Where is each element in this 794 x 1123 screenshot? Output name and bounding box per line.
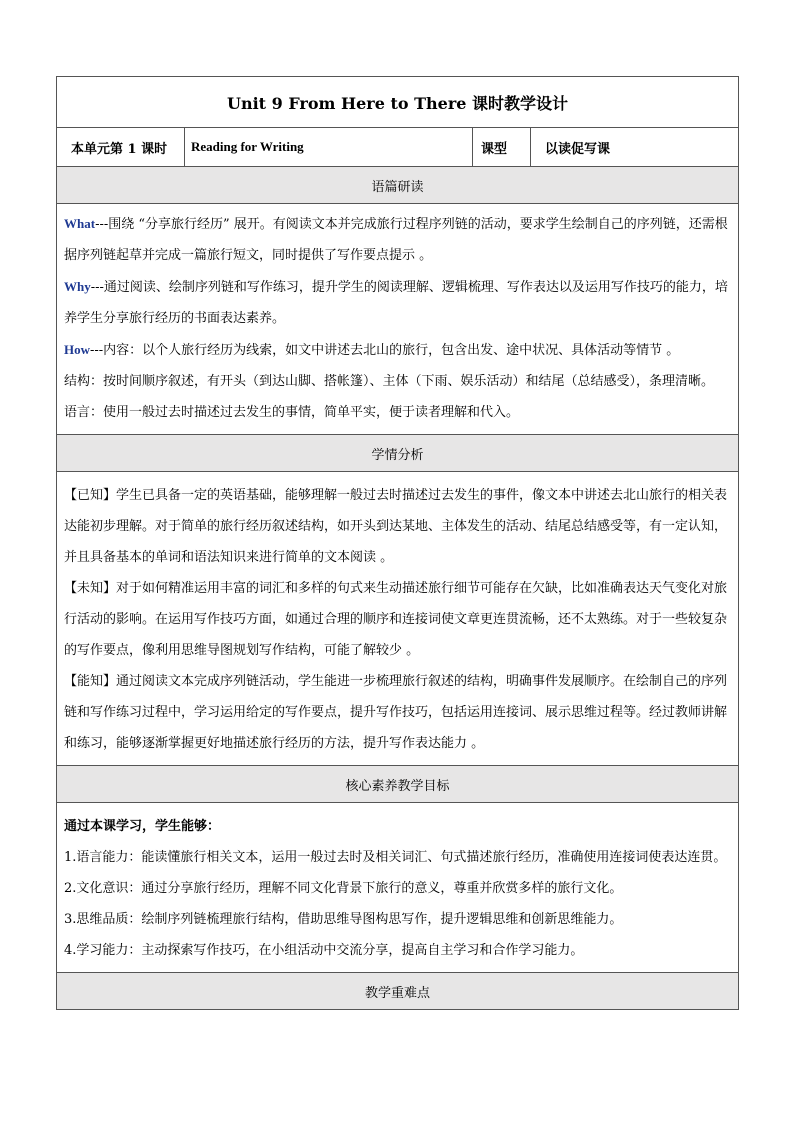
objective-item: 2.文化意识：通过分享旅行经历，理解不同文化背景下旅行的意义，尊重并欣赏多样的旅行文化。 [64,881,623,896]
learner-analysis-content [57,472,739,766]
objectives-intro: 通过本课学习，学生能够： [64,819,221,834]
text-study-content [57,204,739,435]
language-paragraph: 语言：使用一般过去时描述过去发生的事情，简单平实，便于读者理解和代入。 [64,405,520,420]
lesson-type-label: 课型 [473,128,531,167]
objective-item: 1.语言能力：能读懂旅行相关文本，运用一般过去时及相关词汇、句式描述旅行经历，准确使用连接词使表达连贯。 [64,850,727,865]
able-text: 通过阅读文本完成序列链活动，学生能进一步梳理旅行叙述的结构，明确事件发展顺序。在绘制自己的序列链和写作练习过程中，学习运用给定的写作要点，提升写作技巧，包括运用连接词、展示思维过程等。经过教师讲解和练习，能够逐渐掌握更好地描述旅行经历的方法，提升写作表达能力 。 [64,674,728,751]
known-text: 学生已具备一定的英语基础，能够理解一般过去时描述过去发生的事件，像文本中讲述去北山旅行的相关表达能初步理解。对于简单的旅行经历叙述结构，如开头到达某地、主体发生的活动、结尾总结感受等，有一定认知，并且具备基本的单词和语法知识来进行简单的文本阅读 。 [64,488,728,565]
objectives-content [57,803,739,973]
what-paragraph [64,208,732,271]
what-text: ---围绕 “分享旅行经历” 展开。有阅读文本并完成旅行过程序列链的活动，要求学生绘制自己的序列链，还需根据序列链起草并完成一篇旅行短文，同时提供了写作要点提示 。 [64,217,728,263]
why-paragraph [64,271,732,334]
how-paragraph [64,334,732,366]
able-paragraph [64,666,732,759]
lesson-plan-page [56,76,738,1010]
section-heading-learner-analysis: 学情分析 [57,435,739,472]
objective-item: 4.学习能力：主动探索写作技巧，在小组活动中交流分享，提高自主学习和合作学习能力。 [64,943,584,958]
known-paragraph [64,480,732,573]
how-text: ---内容：以个人旅行经历为线索，如文中讲述去北山的旅行，包含出发、途中状况、具体活动等情节 。 [90,343,680,358]
what-label: What [64,216,96,231]
able-tag: 【能知】 [64,674,117,689]
unknown-paragraph [64,573,732,666]
lesson-number-label: 本单元第 1 课时 [57,128,185,167]
section-heading-key-points: 教学重难点 [57,973,739,1010]
lesson-type-value: 以读促写课 [531,128,739,167]
section-heading-objectives: 核心素养教学目标 [57,766,739,803]
document-title: Unit 9 From Here to There 课时教学设计 [57,77,739,128]
unknown-tag: 【未知】 [64,581,117,596]
known-tag: 【已知】 [64,488,117,503]
lesson-name: Reading for Writing [185,128,473,167]
structure-paragraph: 结构：按时间顺序叙述，有开头（到达山脚、搭帐篷）、主体（下雨、娱乐活动）和结尾（总结感受），条理清晰。 [64,374,715,389]
objective-item: 3.思维品质：绘制序列链梳理旅行结构，借助思维导图构思写作，提升逻辑思维和创新思维能力。 [64,912,623,927]
why-label: Why [64,279,91,294]
why-text: ---通过阅读、绘制序列链和写作练习，提升学生的阅读理解、逻辑梳理、写作表达以及运用写作技巧的能力，培养学生分享旅行经历的书面表达素养。 [64,280,728,326]
section-heading-text-study: 语篇研读 [57,167,739,204]
unknown-text: 对于如何精准运用丰富的词汇和多样的句式来生动描述旅行细节可能存在欠缺，比如准确表达天气变化对旅行活动的影响。在运用写作技巧方面，如通过合理的顺序和连接词使文章更连贯流畅，还不太熟练。对于一些较复杂的写作要点，像利用思维导图规划写作结构，可能了解较少 。 [64,581,728,658]
how-label: How [64,342,90,357]
lesson-plan-table [56,76,739,1010]
lesson-meta-row [57,128,739,167]
